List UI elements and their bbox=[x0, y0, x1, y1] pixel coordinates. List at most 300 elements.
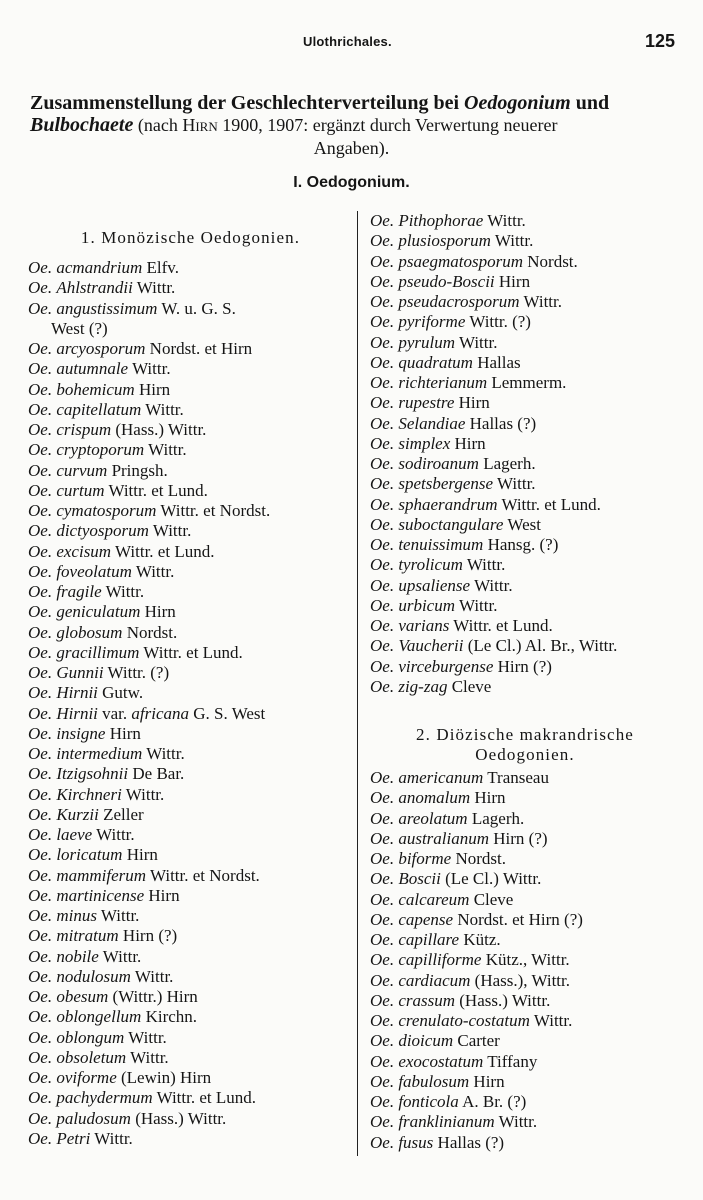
species-name: anomalum bbox=[398, 788, 471, 808]
genus-abbreviation: Oe. bbox=[28, 1068, 53, 1087]
species-entry bbox=[370, 677, 680, 697]
genus-abbreviation: Oe. bbox=[370, 595, 395, 615]
species-name: pyriforme bbox=[398, 312, 466, 332]
right-column-heading-line1: 2. Diözische makrandrische bbox=[416, 725, 634, 744]
genus-abbreviation: Oe. bbox=[370, 909, 395, 929]
species-entry bbox=[370, 555, 680, 575]
species-entry bbox=[28, 906, 343, 926]
species-entry bbox=[370, 971, 680, 991]
page-title bbox=[30, 92, 680, 136]
genus-abbreviation: Oe. bbox=[370, 474, 395, 494]
genus-abbreviation: Oe. bbox=[370, 535, 395, 554]
genus-abbreviation: Oe. bbox=[370, 849, 395, 868]
authority: Wittr. bbox=[100, 906, 140, 925]
species-entry bbox=[370, 474, 680, 494]
species-name: fusus bbox=[398, 1132, 434, 1152]
species-name: plusiosporum bbox=[398, 231, 491, 251]
authority: A. Br. (?) bbox=[462, 1092, 527, 1111]
authority: Hallas (?) bbox=[437, 1132, 505, 1152]
authority: W. u. G. S. bbox=[161, 298, 236, 318]
genus-abbreviation: Oe. bbox=[28, 602, 53, 622]
species-entry bbox=[28, 805, 343, 825]
genus-abbreviation: Oe. bbox=[28, 1088, 53, 1108]
species-entry bbox=[28, 562, 343, 582]
species-name: franklinianum bbox=[398, 1112, 495, 1132]
species-entry bbox=[28, 481, 343, 501]
authority: Nordst. bbox=[527, 251, 578, 271]
species-name: virceburgense bbox=[398, 656, 494, 676]
authority: Hirn (?) bbox=[497, 656, 552, 676]
genus-abbreviation: Oe. bbox=[28, 1047, 53, 1067]
authority: Hirn bbox=[148, 885, 180, 905]
genus-abbreviation: Oe. bbox=[370, 494, 395, 514]
genus-abbreviation: Oe. bbox=[28, 744, 53, 763]
authority: Wittr. bbox=[128, 1027, 167, 1047]
species-name: richterianum bbox=[398, 373, 488, 392]
species-name: Vaucherii bbox=[398, 636, 464, 656]
title-genus1: Oedogonium bbox=[464, 92, 571, 114]
genus-abbreviation: Oe. bbox=[28, 1128, 53, 1148]
genus-abbreviation: Oe. bbox=[28, 642, 53, 662]
species-entry bbox=[370, 596, 680, 616]
authority: Wittr. bbox=[102, 946, 142, 966]
species-name: tenuissimum bbox=[398, 535, 484, 554]
species-name: exocostatum bbox=[398, 1051, 484, 1071]
species-name: minus bbox=[56, 906, 97, 925]
authority: Wittr. bbox=[458, 332, 498, 352]
genus-abbreviation: Oe. bbox=[28, 906, 53, 925]
authority: (Hass.) Wittr. bbox=[115, 420, 207, 439]
species-entry bbox=[370, 454, 680, 474]
genus-abbreviation: Oe. bbox=[370, 768, 395, 787]
authority: Wittr. et Lund. bbox=[115, 541, 215, 561]
genus-abbreviation: Oe. bbox=[370, 656, 395, 676]
species-name: calcareum bbox=[398, 889, 470, 909]
authority: Wittr. bbox=[497, 474, 536, 494]
genus-abbreviation: Oe. bbox=[28, 521, 53, 541]
genus-abbreviation: Oe. bbox=[370, 970, 395, 990]
species-entry bbox=[370, 393, 680, 413]
species-entry bbox=[28, 967, 343, 987]
authority: Wittr. bbox=[498, 1112, 538, 1132]
genus-abbreviation: Oe. bbox=[370, 828, 395, 848]
species-name: australianum bbox=[398, 828, 490, 848]
species-name: curvum bbox=[56, 460, 108, 480]
genus-abbreviation: Oe. bbox=[370, 1071, 395, 1091]
genus-abbreviation: Oe. bbox=[370, 575, 395, 595]
species-entry bbox=[28, 1028, 343, 1048]
species-name: Hirnii bbox=[56, 683, 98, 703]
species-entry bbox=[370, 535, 680, 555]
genus-abbreviation: Oe. bbox=[28, 1108, 53, 1128]
species-name: Hirnii bbox=[56, 703, 98, 723]
section-heading: I. Oedogonium. bbox=[293, 174, 410, 191]
right-species-list-bottom bbox=[370, 768, 680, 1153]
genus-abbreviation: Oe. bbox=[28, 582, 53, 601]
species-entry bbox=[370, 353, 680, 373]
species-entry bbox=[370, 616, 680, 636]
species-entry bbox=[28, 785, 343, 805]
authority: Hirn bbox=[109, 723, 141, 743]
species-entry bbox=[28, 825, 343, 845]
genus-abbreviation: Oe. bbox=[370, 889, 395, 909]
column-divider bbox=[357, 211, 358, 1156]
authority: Wittr. et Nordst. bbox=[150, 865, 260, 885]
species-name: capillare bbox=[398, 930, 460, 949]
genus-abbreviation: Oe. bbox=[370, 514, 395, 534]
genus-abbreviation: Oe. bbox=[370, 616, 395, 635]
authority-continuation: West (?) bbox=[51, 318, 108, 338]
species-entry bbox=[370, 333, 680, 353]
species-name: foveolatum bbox=[56, 561, 132, 581]
genus-abbreviation: Oe. bbox=[28, 440, 53, 460]
genus-abbreviation: Oe. bbox=[28, 926, 53, 946]
species-name: areolatum bbox=[398, 808, 468, 828]
title-part2: und bbox=[570, 92, 610, 114]
species-name: fragile bbox=[56, 582, 102, 601]
genus-abbreviation: Oe. bbox=[370, 636, 395, 656]
species-name: simplex bbox=[398, 433, 451, 453]
authority: G. S. West bbox=[193, 703, 266, 723]
species-name: insigne bbox=[56, 723, 106, 743]
species-name: cryptoporum bbox=[56, 440, 145, 460]
authority: Hirn (?) bbox=[493, 828, 548, 848]
species-name: paludosum bbox=[56, 1108, 131, 1128]
authority: Hirn bbox=[473, 1071, 505, 1091]
species-entry bbox=[370, 890, 680, 910]
authority: Cleve bbox=[451, 676, 492, 696]
species-name: oviforme bbox=[56, 1068, 117, 1087]
species-name: laeve bbox=[56, 825, 93, 844]
species-entry bbox=[370, 1052, 680, 1072]
genus-abbreviation: Oe. bbox=[370, 352, 395, 372]
authority: Wittr. bbox=[474, 575, 513, 595]
authority: Wittr. bbox=[494, 231, 534, 251]
species-entry bbox=[28, 380, 343, 400]
species-name: oblongellum bbox=[56, 1007, 142, 1027]
species-entry bbox=[370, 576, 680, 596]
authority: Hallas bbox=[477, 352, 521, 372]
genus-abbreviation: Oe. bbox=[28, 480, 53, 500]
authority: Wittr. bbox=[523, 292, 562, 311]
authority: Hirn bbox=[126, 845, 158, 865]
authority: Elfv. bbox=[146, 258, 179, 277]
genus-abbreviation: Oe. bbox=[370, 1031, 395, 1051]
species-entry bbox=[28, 623, 343, 643]
genus-abbreviation: Oe. bbox=[28, 359, 53, 379]
species-entry bbox=[370, 1092, 680, 1112]
genus-abbreviation: Oe. bbox=[370, 251, 395, 271]
genus-abbreviation: Oe. bbox=[370, 930, 395, 949]
species-name: obsoletum bbox=[56, 1047, 127, 1067]
species-name: oblongum bbox=[56, 1027, 125, 1047]
genus-abbreviation: Oe. bbox=[370, 1132, 395, 1152]
species-name: martinicense bbox=[56, 885, 145, 905]
right-species-list-top bbox=[370, 211, 680, 697]
authority: Wittr. et Lund. bbox=[501, 494, 601, 514]
genus-abbreviation: Oe. bbox=[28, 561, 53, 581]
species-entry bbox=[370, 414, 680, 434]
species-entry bbox=[370, 829, 680, 849]
genus-abbreviation: Oe. bbox=[370, 990, 395, 1010]
genus-abbreviation: Oe. bbox=[370, 1011, 395, 1030]
species-name: curtum bbox=[56, 480, 105, 500]
species-entry bbox=[370, 272, 680, 292]
genus-abbreviation: Oe. bbox=[370, 950, 395, 970]
authority: Wittr. bbox=[132, 359, 171, 379]
species-name: acmandrium bbox=[56, 258, 143, 277]
genus-abbreviation: Oe. bbox=[28, 845, 53, 865]
authority: Wittr. bbox=[145, 399, 184, 419]
species-name: sphaerandrum bbox=[398, 494, 498, 514]
genus-abbreviation: Oe. bbox=[28, 379, 53, 399]
authority: Wittr. bbox=[487, 211, 526, 230]
species-name: urbicum bbox=[398, 595, 455, 615]
species-entry bbox=[28, 542, 343, 562]
species-name: Gunnii bbox=[56, 663, 104, 682]
authority: Transeau bbox=[487, 768, 549, 787]
species-name: nodulosum bbox=[56, 966, 131, 986]
species-name: Itzigsohnii bbox=[56, 764, 129, 784]
species-entry bbox=[28, 724, 343, 744]
authority: Hirn bbox=[138, 379, 171, 399]
species-name: cymatosporum bbox=[56, 501, 157, 520]
species-name: Pithophorae bbox=[398, 211, 484, 230]
species-name: autumnale bbox=[56, 359, 129, 379]
authority: Hirn bbox=[454, 433, 486, 453]
species-entry bbox=[28, 278, 343, 298]
genus-abbreviation: Oe. bbox=[370, 393, 395, 413]
authority: Carter bbox=[457, 1031, 500, 1051]
authority: Pringsh. bbox=[111, 460, 168, 480]
genus-abbreviation: Oe. bbox=[28, 663, 53, 682]
genus-abbreviation: Oe. bbox=[370, 433, 395, 453]
species-entry bbox=[370, 768, 680, 788]
species-name: psaegmatosporum bbox=[398, 251, 523, 271]
species-entry bbox=[28, 926, 343, 946]
authority: Wittr. et Lund. bbox=[143, 642, 243, 662]
species-name: gracillimum bbox=[56, 642, 140, 662]
authority: Kirchn. bbox=[145, 1007, 198, 1027]
authority: Lagerh. bbox=[471, 808, 525, 828]
species-entry bbox=[370, 788, 680, 808]
species-entry bbox=[370, 211, 680, 231]
genus-abbreviation: Oe. bbox=[370, 312, 395, 332]
genus-abbreviation: Oe. bbox=[28, 460, 53, 480]
species-name: rupestre bbox=[398, 393, 455, 413]
species-entry bbox=[28, 339, 343, 359]
species-entry bbox=[28, 521, 343, 541]
species-entry bbox=[370, 869, 680, 889]
running-title: Ulothrichales. bbox=[303, 34, 392, 49]
authority: Hirn bbox=[474, 788, 506, 808]
title-genus2: Bulbochaete bbox=[30, 114, 134, 136]
species-name: geniculatum bbox=[56, 602, 141, 622]
species-name: crenulato-costatum bbox=[398, 1011, 530, 1030]
species-name: spetsbergense bbox=[398, 474, 494, 494]
species-entry bbox=[28, 1109, 343, 1129]
genus-abbreviation: Oe. bbox=[28, 1027, 53, 1047]
genus-abbreviation: Oe. bbox=[28, 541, 53, 561]
genus-abbreviation: Oe. bbox=[28, 804, 53, 824]
species-entry bbox=[370, 991, 680, 1011]
species-name: biforme bbox=[398, 849, 452, 868]
species-entry bbox=[28, 866, 343, 886]
authority: Wittr. bbox=[94, 1128, 133, 1148]
authority: (Hass.) Wittr. bbox=[135, 1108, 227, 1128]
genus-abbreviation: Oe. bbox=[370, 555, 395, 575]
genus-abbreviation: Oe. bbox=[28, 258, 53, 277]
species-entry bbox=[370, 1112, 680, 1132]
left-column-heading: 1. Monözische Oedogonien. bbox=[80, 228, 301, 247]
genus-abbreviation: Oe. bbox=[370, 676, 395, 696]
species-entry bbox=[370, 231, 680, 251]
species-name: americanum bbox=[398, 768, 484, 787]
right-column bbox=[370, 211, 680, 1153]
species-entry bbox=[28, 461, 343, 481]
genus-abbreviation: Oe. bbox=[28, 420, 53, 439]
authority: West bbox=[507, 514, 541, 534]
left-species-list bbox=[28, 258, 343, 1149]
species-entry bbox=[370, 292, 680, 312]
species-entry bbox=[28, 299, 343, 340]
genus-abbreviation: Oe. bbox=[28, 946, 53, 966]
title-part1: Zusammenstellung der Geschlechterverteilung bei bbox=[30, 92, 465, 114]
species-name: capitellatum bbox=[56, 399, 142, 419]
genus-abbreviation: Oe. bbox=[28, 825, 53, 844]
genus-abbreviation: Oe. bbox=[370, 211, 395, 230]
genus-abbreviation: Oe. bbox=[370, 788, 395, 808]
left-column bbox=[28, 228, 343, 1149]
species-entry bbox=[370, 312, 680, 332]
authority: Hansg. (?) bbox=[487, 535, 559, 554]
species-entry bbox=[28, 1048, 343, 1068]
genus-abbreviation: Oe. bbox=[370, 808, 395, 828]
genus-abbreviation: Oe. bbox=[370, 454, 395, 473]
authority: Wittr. bbox=[96, 825, 135, 844]
authority: Lemmerm. bbox=[491, 373, 567, 392]
species-name: nobile bbox=[56, 946, 99, 966]
species-name: crassum bbox=[398, 990, 455, 1010]
authority: Hirn bbox=[498, 271, 531, 291]
species-entry bbox=[370, 910, 680, 930]
authority: Wittr. bbox=[152, 521, 192, 541]
authority: Kütz., Wittr. bbox=[485, 950, 570, 970]
genus-abbreviation: Oe. bbox=[28, 987, 53, 1006]
species-entry bbox=[370, 930, 680, 950]
genus-abbreviation: Oe. bbox=[370, 332, 395, 352]
authority: Wittr. bbox=[533, 1011, 573, 1030]
genus-abbreviation: Oe. bbox=[370, 373, 395, 392]
authority: Wittr. (?) bbox=[469, 312, 531, 332]
species-entry bbox=[28, 1088, 343, 1108]
species-entry bbox=[28, 1129, 343, 1149]
authority: Zeller bbox=[103, 804, 144, 824]
species-name: pseudo-Boscii bbox=[398, 271, 495, 291]
authority: Cleve bbox=[473, 889, 514, 909]
title-author: Hirn bbox=[182, 115, 218, 135]
species-entry bbox=[28, 744, 343, 764]
genus-abbreviation: Oe. bbox=[28, 723, 53, 743]
species-name: pachydermum bbox=[56, 1088, 153, 1108]
species-entry bbox=[370, 495, 680, 515]
genus-abbreviation: Oe. bbox=[370, 292, 395, 311]
species-entry bbox=[28, 663, 343, 683]
species-name: varians bbox=[398, 616, 450, 635]
variety-name: africana bbox=[131, 703, 190, 723]
genus-abbreviation: Oe. bbox=[28, 784, 53, 804]
genus-abbreviation: Oe. bbox=[370, 1092, 395, 1111]
species-entry bbox=[370, 515, 680, 535]
genus-abbreviation: Oe. bbox=[28, 865, 53, 885]
species-name: upsaliense bbox=[398, 575, 471, 595]
species-entry bbox=[370, 809, 680, 829]
species-entry bbox=[28, 440, 343, 460]
authority: Nordst. et Hirn (?) bbox=[457, 909, 583, 929]
right-column-heading-line2: Oedogonien. bbox=[475, 745, 575, 764]
genus-abbreviation: Oe. bbox=[28, 764, 53, 784]
title-citation-rest: 1900, 1907: ergänzt durch Verwertung neuerer bbox=[217, 115, 558, 135]
authority: Lagerh. bbox=[483, 454, 536, 473]
authority: Hirn bbox=[458, 393, 490, 413]
species-entry bbox=[28, 602, 343, 622]
authority: Nordst. bbox=[126, 622, 178, 642]
authority: Hirn bbox=[144, 602, 176, 622]
species-entry bbox=[28, 704, 343, 724]
genus-abbreviation: Oe. bbox=[370, 1112, 395, 1132]
genus-abbreviation: Oe. bbox=[28, 885, 53, 905]
species-entry bbox=[28, 683, 343, 703]
species-name: suboctangulare bbox=[398, 514, 504, 534]
species-entry bbox=[28, 359, 343, 379]
species-entry bbox=[370, 1031, 680, 1051]
species-entry bbox=[370, 373, 680, 393]
authority: Nordst. et Hirn bbox=[149, 339, 253, 358]
genus-abbreviation: Oe. bbox=[370, 231, 395, 251]
authority: (Hass.), Wittr. bbox=[474, 970, 570, 990]
authority: Hallas (?) bbox=[469, 413, 537, 433]
page-number: 125 bbox=[645, 31, 676, 51]
species-name: cardiacum bbox=[398, 970, 471, 990]
authority: Wittr. (?) bbox=[107, 663, 170, 682]
genus-abbreviation: Oe. bbox=[28, 966, 53, 986]
authority: Kütz. bbox=[463, 930, 501, 949]
authority: Wittr. et Nordst. bbox=[160, 501, 271, 520]
species-name: Ahlstrandii bbox=[56, 278, 133, 298]
genus-abbreviation: Oe. bbox=[28, 1007, 53, 1027]
species-name: zig-zag bbox=[398, 676, 448, 696]
species-name: Selandiae bbox=[398, 413, 466, 433]
species-entry bbox=[370, 636, 680, 656]
authority: (Le Cl.) Wittr. bbox=[445, 869, 542, 889]
species-name: pseudacrosporum bbox=[398, 292, 520, 311]
genus-abbreviation: Oe. bbox=[28, 501, 53, 520]
authority: Wittr. et Lund. bbox=[453, 616, 553, 635]
authority: Wittr. et Lund. bbox=[108, 480, 208, 500]
genus-abbreviation: Oe. bbox=[28, 278, 53, 298]
species-entry bbox=[28, 258, 343, 278]
authority: Wittr. bbox=[130, 1047, 169, 1067]
genus-abbreviation: Oe. bbox=[370, 1051, 395, 1071]
species-entry bbox=[28, 582, 343, 602]
authority: Tiffany bbox=[487, 1051, 538, 1071]
species-entry bbox=[370, 1133, 680, 1153]
species-entry bbox=[370, 849, 680, 869]
species-name: arcyosporum bbox=[56, 339, 146, 358]
species-name: intermedium bbox=[56, 744, 143, 763]
authority: Wittr. bbox=[125, 784, 165, 804]
authority: Wittr. bbox=[136, 278, 176, 298]
